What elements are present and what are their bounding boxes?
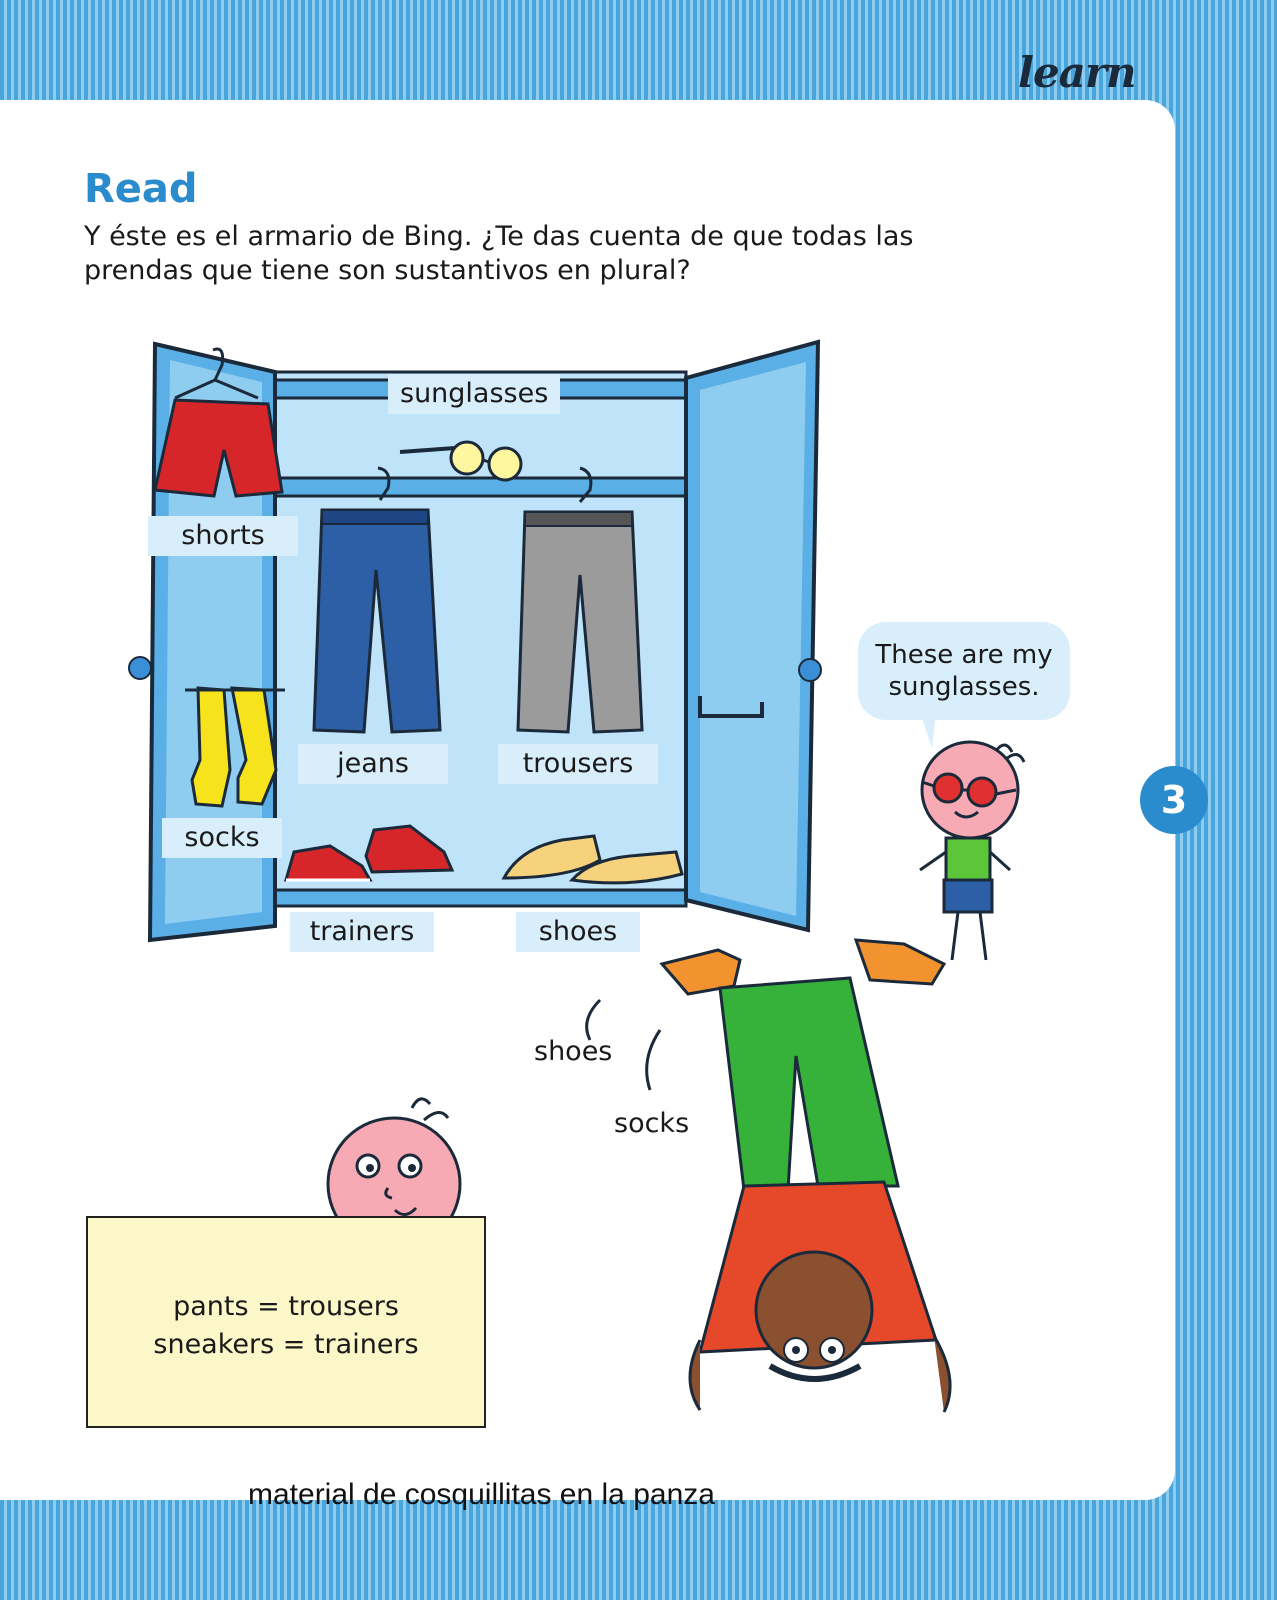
kid-label-shoes: shoes <box>534 1036 613 1067</box>
label-shorts: shorts <box>148 516 298 556</box>
speech-bubble-line-1: These are my <box>875 640 1053 670</box>
note-line-1: pants = trousers <box>173 1291 399 1322</box>
corner-label: learn <box>1018 48 1136 97</box>
label-socks: socks <box>162 818 282 858</box>
kid-label-socks: socks <box>614 1108 690 1139</box>
label-shoes: shoes <box>516 912 640 952</box>
speech-bubble <box>858 622 1070 720</box>
speech-bubble-line-2: sunglasses. <box>888 672 1040 702</box>
footer-watermark: material de cosquillitas en la panza <box>248 1478 715 1511</box>
upside-down-kid-illustration <box>587 940 950 1412</box>
vocabulary-note <box>86 1216 486 1428</box>
label-trousers: trousers <box>498 744 658 784</box>
label-trainers: trainers <box>290 912 434 952</box>
label-jeans: jeans <box>298 744 448 784</box>
section-title: Read <box>84 166 198 212</box>
note-line-2: sneakers = trainers <box>153 1329 419 1360</box>
intro-line-1: Y éste es el armario de Bing. ¿Te das cuenta de que todas las <box>84 221 914 252</box>
kid-with-sunglasses-illustration <box>920 742 1024 960</box>
label-sunglasses: sunglasses <box>388 374 560 414</box>
page-number-badge: 3 <box>1140 766 1208 834</box>
intro-line-2: prendas que tiene son sustantivos en plural? <box>84 255 691 286</box>
